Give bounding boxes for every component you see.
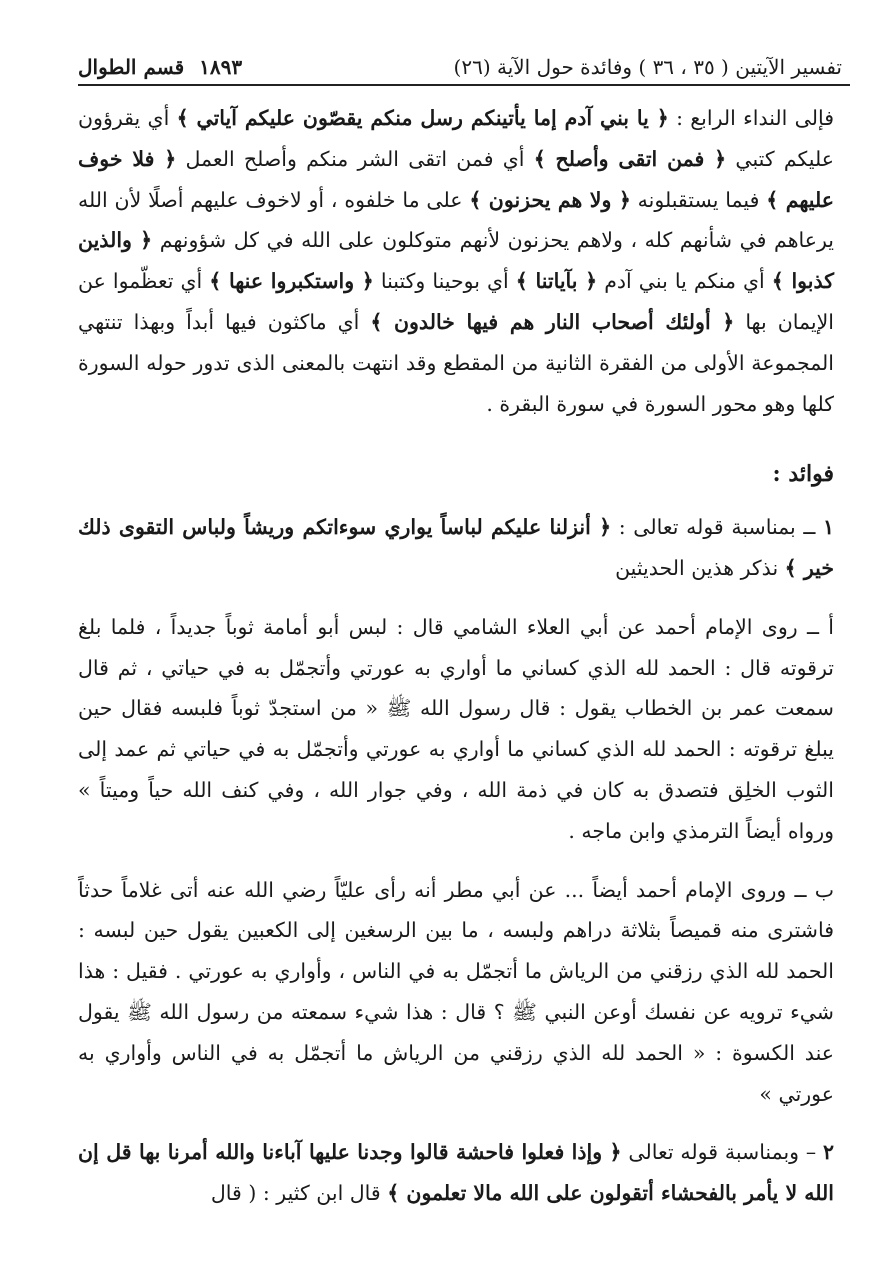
quran-quote-text: ﴿ ولا هم يحزنون ﴾ — [469, 187, 631, 212]
quran-quote-text: ﴿ بآياتنا ﴾ — [515, 269, 598, 294]
quran-quote-text: ﴿ والذين كذبوا ﴾ — [78, 228, 834, 294]
quran-quote-text: ﴿ وإذا فعلوا فاحشة قالوا وجدنا عليها آباءنا والله أمرنا بها قل إن الله لا يأمر بالفحشاء أتقولون على الله مالا تعلمون ﴾ — [78, 1140, 834, 1206]
body-text: أي فمن اتقى الشر منكم وأصلح العمل — [176, 146, 534, 171]
body-text: نذكر هذين الحديثين — [615, 555, 785, 580]
quran-quote-text: ﴿ واستكبروا عنها ﴾ — [209, 269, 374, 294]
body-text: أي بوحينا وكتبنا — [373, 269, 516, 294]
body-text: أي يقرؤون عليكم كتبي — [78, 106, 834, 171]
section-name: قسم الطوال — [78, 55, 185, 79]
spacer — [78, 424, 834, 454]
spacer — [78, 1114, 834, 1132]
spacer — [78, 589, 834, 607]
quran-quote-text: ١ — [822, 515, 834, 540]
section-label-group — [78, 52, 242, 82]
quran-quote-text: فوائد : — [772, 461, 834, 488]
quran-quote-text: ٢ — [822, 1140, 834, 1165]
quran-quote-text: ﴿ أولئك أصحاب النار هم فيها خالدون ﴾ — [370, 309, 735, 334]
hadith-a — [78, 607, 834, 852]
body-text: فإلى النداء الرابع : — [668, 106, 835, 130]
body-text: قال ابن كثير : ( قال — [210, 1181, 388, 1206]
quran-quote-text: ﴿ فلا خوف عليهم ﴾ — [78, 146, 834, 212]
body-text: على ما خلفوه ، أو لاخوف عليهم أصلًا لأن الله يرعاهم في شأنهم كله ، ولاهم يحزنون لأنهم متوكلون على الله في كل شؤونهم — [78, 187, 834, 253]
body-text: ــ بمناسبة قوله تعالى : — [611, 515, 823, 540]
quran-quote-text: ﴿ أنزلنا عليكم لباساً يواري سوءاتكم وريشاً ولباس التقوى ذلك خير ﴾ — [78, 515, 834, 580]
body-text: ب ــ وروى الإمام أحمد أيضاً ... عن أبي مطر أنه رأى عليّاً رضي الله عنه أتى غلاماً حدثاً فاشترى منه قميصاً بثلاثة دراهم ولبسه ، ما بين الرسغين إلى الكعبين يقول حين لبسه : الحمد لله الذي رزقني من الرياش ما أتجمّل به في الناس ، وأواري به عورتي . فقيل : هذا شيء ترويه عن نفسك أوعن النبي ﷺ ؟ قال : هذا شيء سمعته من رسول الله ﷺ يقول عند الكسوة : « الحمد لله الذي رزقني من الرياش ما أتجمّل به في الناس وأواري به عورتي » — [78, 877, 834, 1106]
body-text: أ ــ روى الإمام أحمد عن أبي العلاء الشامي قال : لبس أبو أمامة ثوباً جديداً ، فلما بلغ ترقوته قال : الحمد لله الذي كساني ما أواري به عورتي وأتجمّل به في حياتي ، ثم قال سمعت عمر بن الخطاب يقول : قال رسول الله ﷺ « من استجدّ ثوباً فلبسه فقال حين يبلغ ترقوته : الحمد لله الذي كساني ما أواري به عورتي وأتجمّل به في حياتي ثم عمد إلى الثوب الخلِق فتصدق به كان في ذمة الله ، وفي جوار الله ، وفي كنف الله حياً وميتاً » ورواه أيضاً الترمذي وابن ماجه . — [78, 614, 834, 843]
benefits-heading — [78, 454, 834, 495]
page-number: ١٨٩٣ — [199, 55, 243, 79]
spacer — [78, 852, 834, 870]
hadith-b — [78, 870, 834, 1115]
page-body — [78, 98, 834, 1214]
page-header — [78, 50, 850, 86]
body-text: فيما يستقبلونه — [630, 187, 767, 212]
benefit-1-intro — [78, 507, 834, 589]
running-title: تفسير الآيتين ( ٣٥ ، ٣٦ ) وفائدة حول الآية (٢٦) — [453, 55, 842, 79]
quran-quote-text: ﴿ فمن اتقى وأصلح ﴾ — [533, 146, 727, 171]
spacer — [78, 495, 834, 507]
body-text: أي منكم يا بني آدم — [597, 269, 772, 294]
benefit-2 — [78, 1132, 834, 1214]
body-text: أي تعظّموا عن الإيمان بها — [78, 269, 834, 334]
body-text: – وبمناسبة قوله تعالى — [621, 1140, 823, 1165]
quran-quote-text: ﴿ يا بني آدم إما يأتينكم رسل منكم يقصّون عليكم آياتي ﴾ — [176, 106, 669, 130]
paragraph-fourth-call — [78, 98, 834, 424]
body-text: أي ماكثون فيها أبداً وبهذا تنتهي المجموعة الأولى من الفقرة الثانية من المقطع وقد انتهت بالمعنى الذى تدور حوله السورة كلها وهو محور السورة في سورة البقرة . — [78, 309, 834, 416]
